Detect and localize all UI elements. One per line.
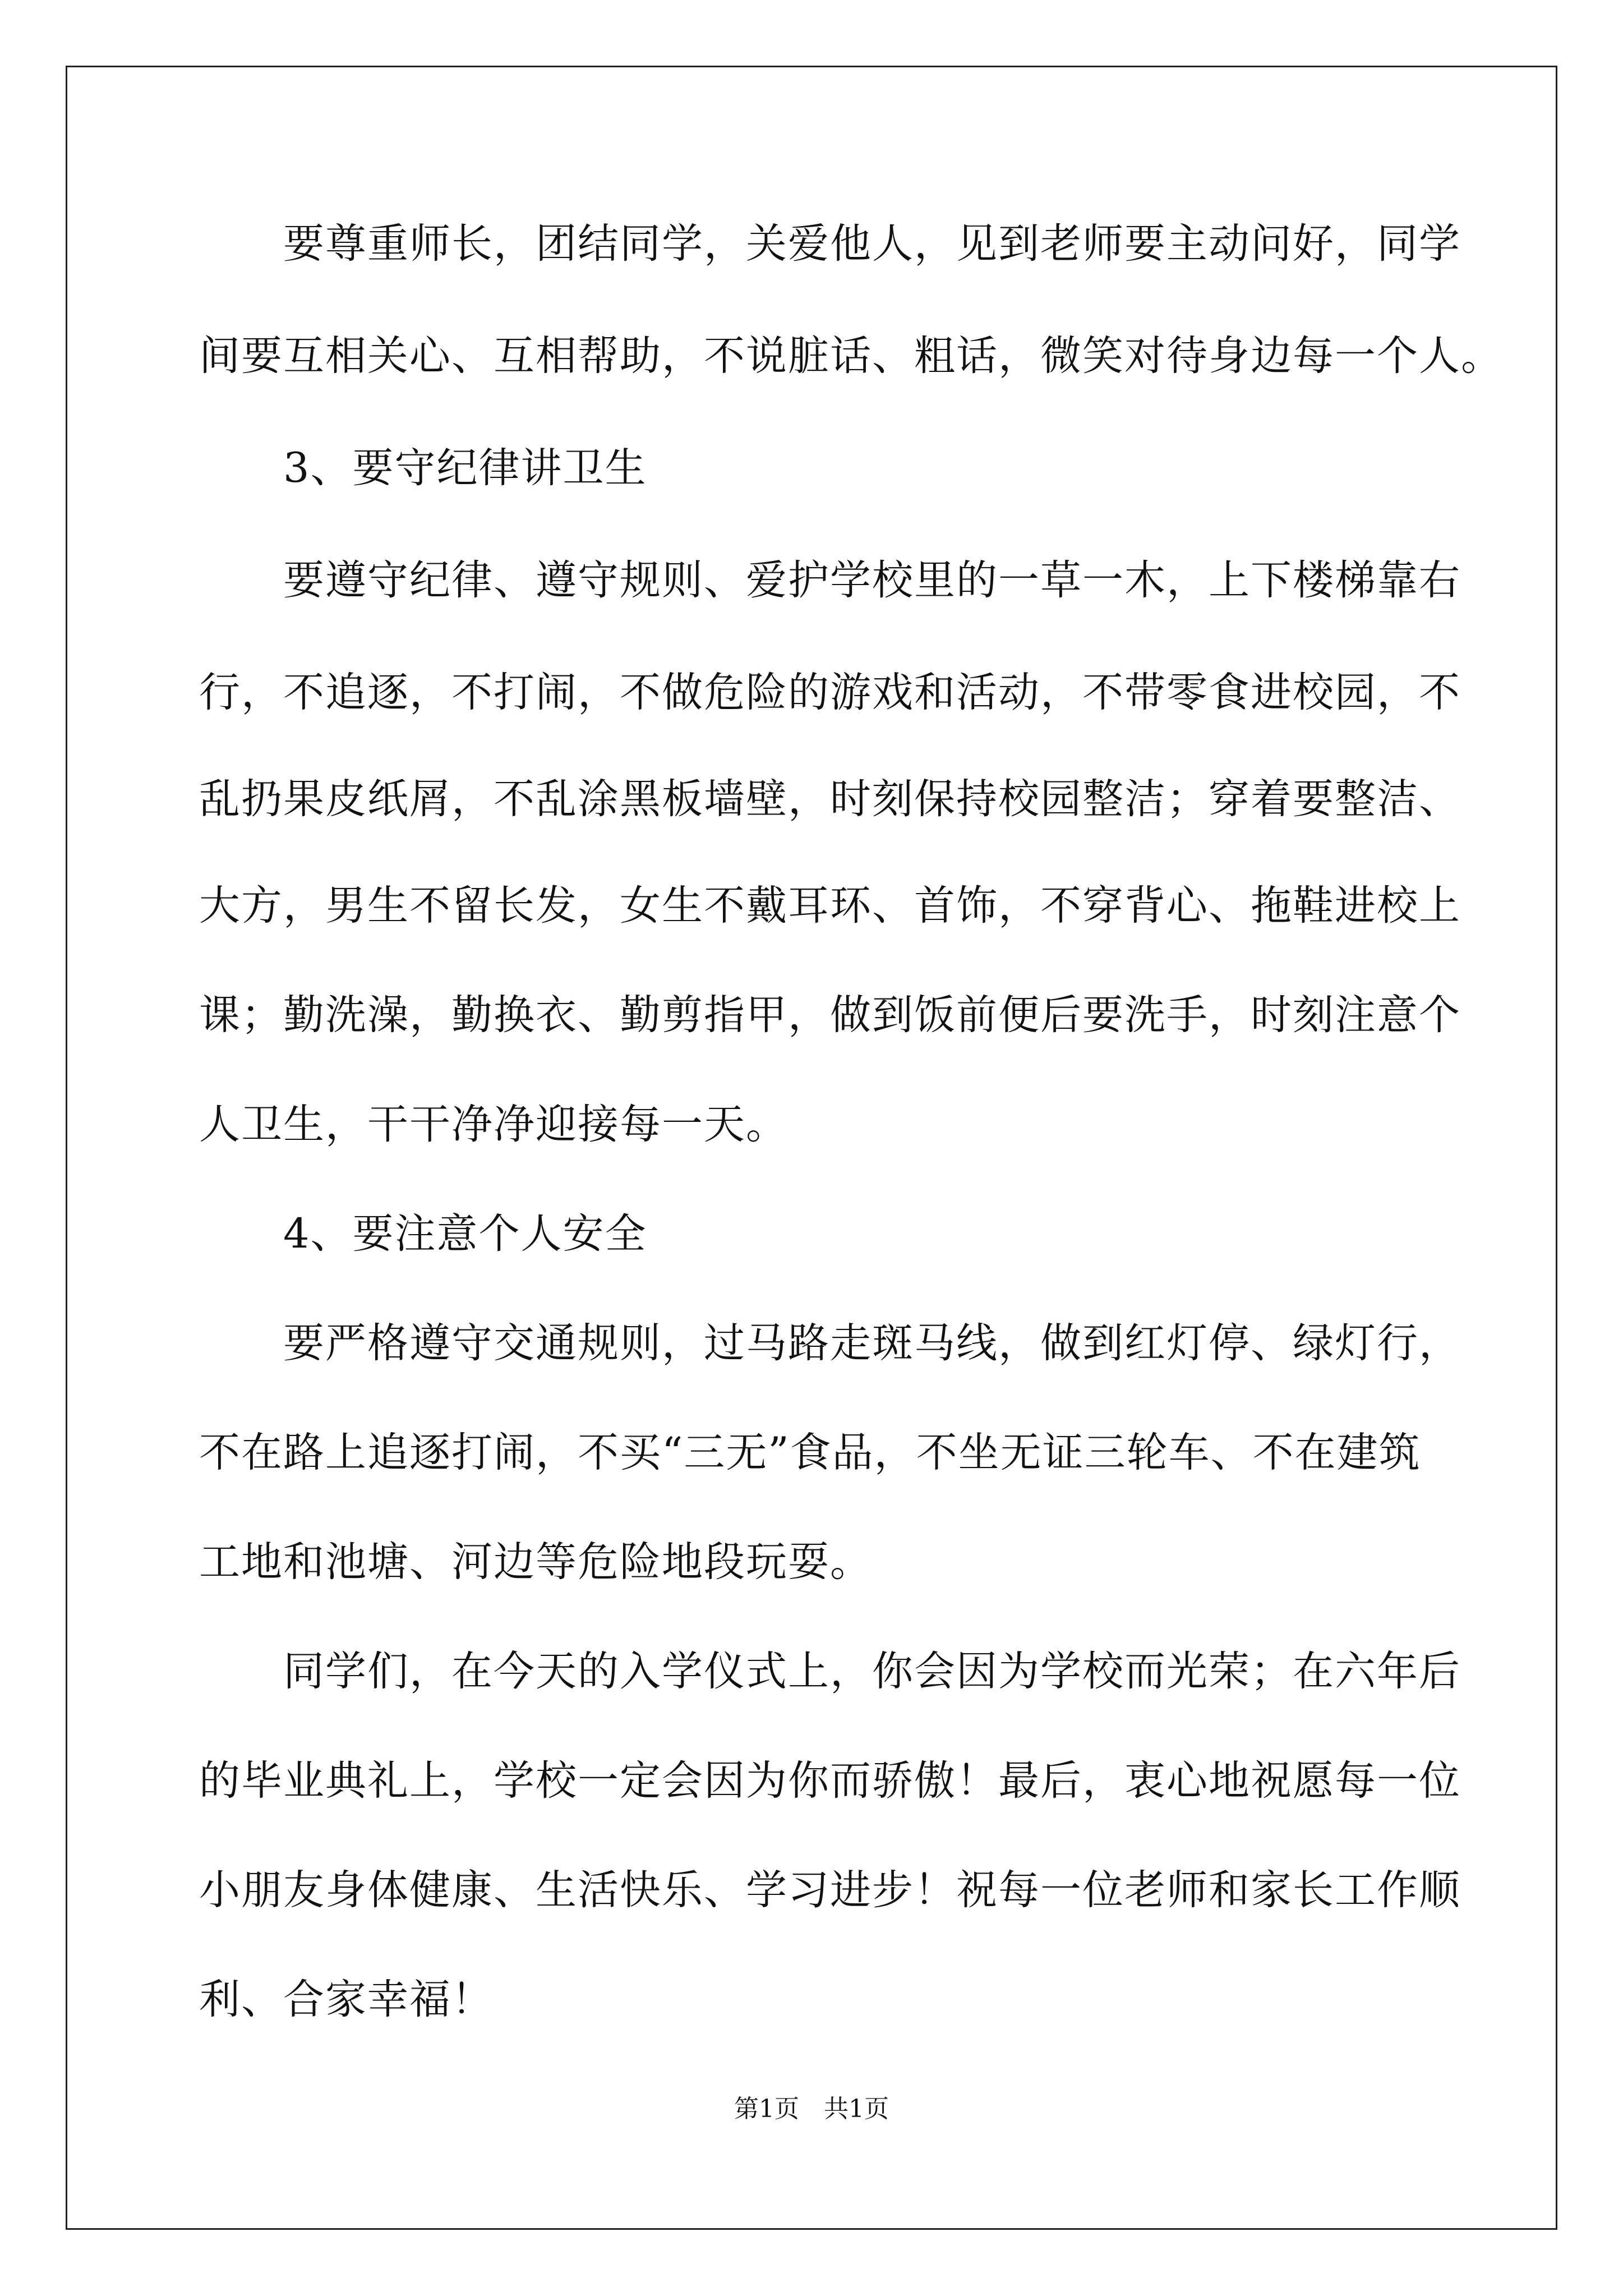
paragraph-line: 的毕业典礼上，学校一定会因为你而骄傲！最后，衷心地祝愿每一位 (199, 1757, 1461, 1805)
section-heading: 4、要注意个人安全 (283, 1210, 647, 1258)
paragraph-line: 不在路上追逐打闹，不买“三无”食品，不坐无证三轮车、不在建筑 (199, 1429, 1421, 1476)
paragraph-line: 要严格遵守交通规则，过马路走斑马线，做到红灯停、绿灯行， (283, 1319, 1461, 1367)
paragraph-line: 同学们，在今天的入学仪式上，你会因为学校而光荣；在六年后 (283, 1648, 1461, 1695)
section-heading: 3、要守纪律讲卫生 (283, 444, 647, 492)
paragraph-line: 大方，男生不留长发，女生不戴耳环、首饰，不穿背心、拖鞋进校上 (199, 882, 1461, 930)
paragraph-line: 要遵守纪律、遵守规则、爱护学校里的一草一木，上下楼梯靠右 (283, 556, 1461, 604)
paragraph-line: 要尊重师长，团结同学，关爱他人，见到老师要主动问好，同学 (283, 220, 1461, 268)
paragraph-line: 乱扔果皮纸屑，不乱涂黑板墙壁，时刻保持校园整洁；穿着要整洁、 (199, 775, 1461, 823)
paragraph-line: 行，不追逐，不打闹，不做危险的游戏和活动，不带零食进校园，不 (199, 669, 1461, 716)
paragraph-line: 人卫生，干干净净迎接每一天。 (199, 1101, 788, 1148)
paragraph-line: 间要互相关心、互相帮助，不说脏话、粗话，微笑对待身边每一个人。 (199, 332, 1503, 380)
paragraph-line: 小朋友身体健康、生活快乐、学习进步！祝每一位老师和家长工作顺 (199, 1866, 1461, 1914)
paragraph-line: 利、合家幸福！ (199, 1976, 494, 2023)
paragraph-line: 工地和池塘、河边等危险地段玩耍。 (199, 1538, 872, 1586)
paragraph-line: 课；勤洗澡，勤换衣、勤剪指甲，做到饭前便后要洗手，时刻注意个 (199, 991, 1461, 1039)
page-number: 第1页 共1页 (734, 2095, 889, 2123)
